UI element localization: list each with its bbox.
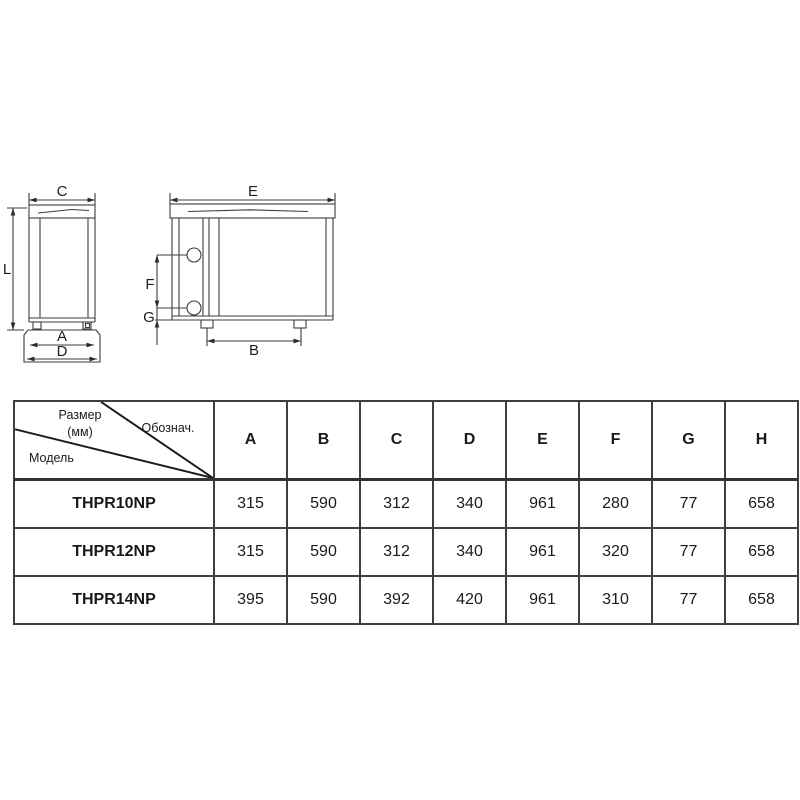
value-cell: 392 bbox=[360, 576, 433, 624]
value-cell: 315 bbox=[214, 528, 287, 576]
value-cell: 312 bbox=[360, 528, 433, 576]
table-row bbox=[14, 576, 798, 624]
value-cell: 590 bbox=[287, 528, 360, 576]
front-view-linework bbox=[155, 193, 335, 346]
value-cell: 312 bbox=[360, 480, 433, 529]
value-cell: 658 bbox=[725, 480, 798, 529]
value-cell: 310 bbox=[579, 576, 652, 624]
side-view-linework bbox=[7, 193, 100, 362]
value-cell: 395 bbox=[214, 576, 287, 624]
value-cell: 658 bbox=[725, 528, 798, 576]
dim-label-F: F bbox=[145, 276, 155, 293]
value-cell: 77 bbox=[652, 528, 725, 576]
value-cell: 420 bbox=[433, 576, 506, 624]
corner-model-label: Модель bbox=[29, 451, 74, 465]
value-cell: 340 bbox=[433, 480, 506, 529]
col-header-G: G bbox=[652, 401, 725, 480]
value-cell: 77 bbox=[652, 480, 725, 529]
col-header-D: D bbox=[433, 401, 506, 480]
col-header-A: A bbox=[214, 401, 287, 480]
model-name: THPR12NP bbox=[14, 528, 214, 576]
model-name: THPR14NP bbox=[14, 576, 214, 624]
col-header-C: C bbox=[360, 401, 433, 480]
model-name: THPR10NP bbox=[14, 480, 214, 529]
value-cell: 658 bbox=[725, 576, 798, 624]
value-cell: 961 bbox=[506, 480, 579, 529]
col-header-H: H bbox=[725, 401, 798, 480]
value-cell: 320 bbox=[579, 528, 652, 576]
dim-label-A: A bbox=[56, 328, 68, 345]
dim-label-C: C bbox=[56, 183, 68, 200]
value-cell: 280 bbox=[579, 480, 652, 529]
col-header-E: E bbox=[506, 401, 579, 480]
value-cell: 961 bbox=[506, 576, 579, 624]
corner-size-label: Размер bbox=[58, 408, 102, 422]
col-header-B: B bbox=[287, 401, 360, 480]
col-header-F: F bbox=[579, 401, 652, 480]
dimensions-table bbox=[13, 400, 799, 625]
value-cell: 590 bbox=[287, 480, 360, 529]
table-row bbox=[14, 528, 798, 576]
front-view-dimension-arrows bbox=[155, 198, 335, 344]
value-cell: 961 bbox=[506, 528, 579, 576]
side-view-diagram bbox=[0, 175, 125, 370]
dim-label-G: G bbox=[143, 309, 155, 326]
dim-label-L: L bbox=[2, 261, 12, 278]
value-cell: 340 bbox=[433, 528, 506, 576]
value-cell: 590 bbox=[287, 576, 360, 624]
value-cell: 315 bbox=[214, 480, 287, 529]
dim-label-E: E bbox=[247, 183, 259, 200]
value-cell: 77 bbox=[652, 576, 725, 624]
table-header-row bbox=[14, 401, 798, 480]
corner-size-unit: (мм) bbox=[67, 425, 93, 439]
table-row bbox=[14, 480, 798, 529]
dim-label-B: B bbox=[248, 342, 260, 359]
front-view-diagram bbox=[140, 175, 355, 365]
dim-label-D: D bbox=[56, 343, 68, 360]
corner-designation-label: Обознач. bbox=[141, 421, 195, 435]
corner-header-cell bbox=[14, 401, 214, 480]
